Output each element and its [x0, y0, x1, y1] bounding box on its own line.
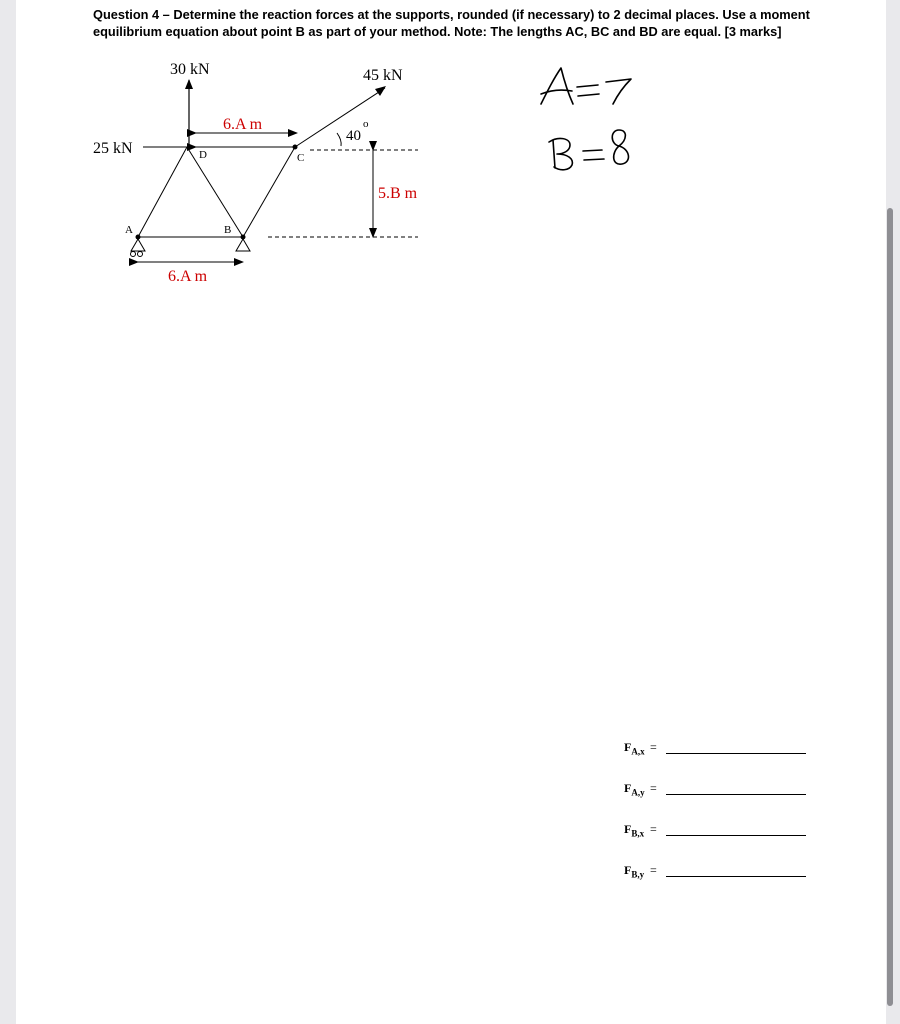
- angle-degree-symbol: o: [363, 118, 369, 130]
- dim-bottom-label: 6.A m: [168, 268, 208, 285]
- answer-blank-fax[interactable]: [666, 753, 806, 754]
- member-ad: [138, 147, 187, 237]
- truss-members: [138, 147, 295, 237]
- answer-row-fay: [624, 781, 824, 803]
- handwriting-line2: [549, 130, 628, 170]
- answer-label-fby: $F_{B,y}$: [624, 863, 645, 880]
- force-45-arrowhead: [375, 86, 386, 96]
- answer-label-fax: $F_{A,x}$: [624, 740, 645, 757]
- label-c: C: [297, 152, 305, 164]
- equals-sign: =: [650, 863, 657, 877]
- dim-top-label: 6.A m: [223, 116, 263, 133]
- answer-blank-fby[interactable]: [666, 876, 806, 877]
- angle-label: 40: [346, 128, 361, 144]
- handwriting-line1: [541, 68, 631, 104]
- answer-row-fax: [624, 740, 824, 762]
- force-25-label: 25 kN: [93, 140, 133, 157]
- force-45-label: 45 kN: [363, 67, 403, 84]
- answer-blank-fbx[interactable]: [666, 835, 806, 836]
- pin-support-b: [236, 239, 250, 251]
- roller-support-a: [131, 239, 146, 257]
- label-d: D: [199, 149, 207, 161]
- member-db: [187, 147, 243, 237]
- equals-sign: =: [650, 781, 657, 795]
- label-b: B: [224, 224, 232, 236]
- answer-row-fbx: [624, 822, 824, 844]
- equals-sign: =: [650, 822, 657, 836]
- dim-vertical-label: 5.B m: [378, 185, 418, 202]
- label-a: A: [125, 224, 133, 236]
- answer-label-fbx: $F_{B,x}$: [624, 822, 645, 839]
- answer-blank-fay[interactable]: [666, 794, 806, 795]
- force-30-label: 30 kN: [170, 61, 210, 78]
- member-bc: [243, 147, 295, 237]
- answer-label-fay: $F_{A,y}$: [624, 781, 645, 798]
- question-text: Question 4 – Determine the reaction forces at the supports, rounded (if necessary) to 2 decimal places. Use a moment equilibrium equation about point B as part of your method. Note: The lengths AC, BC and BD are equal. [3 marks]: [93, 7, 810, 39]
- angle-arc: [337, 133, 341, 146]
- answer-row-fby: [624, 863, 824, 885]
- equals-sign: =: [650, 740, 657, 754]
